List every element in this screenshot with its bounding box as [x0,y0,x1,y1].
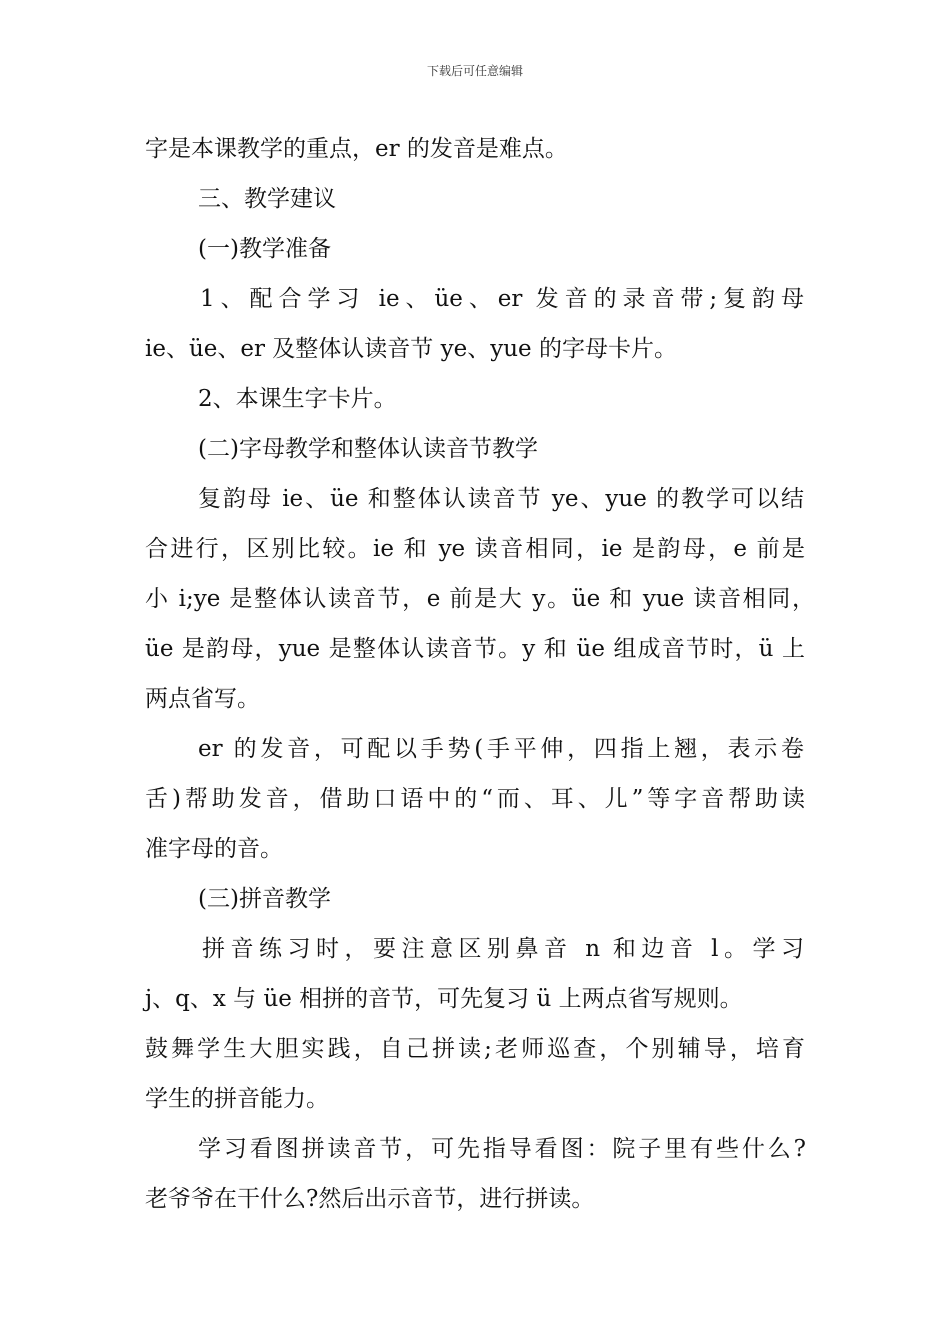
body-line: 字是本课教学的重点，er 的发音是难点。 [145,136,568,162]
body-line: 2、本课生字卡片。 [198,386,397,412]
body-line: 拼音练习时，要注意区别鼻音 n 和边音 l。学习 [202,936,804,962]
body-line: 合进行，区别比较。ie 和 ye 读音相同，ie 是韵母，e 前是 [145,536,805,562]
subsection-heading: (一)教学准备 [198,236,331,262]
body-line: 老爷爷在干什么?然后出示音节，进行拼读。 [145,1186,595,1212]
body-line: 1、配合学习 ie、üe、er 发音的录音带;复韵母 [200,286,804,312]
body-line: 准字母的音。 [145,836,283,862]
body-line: 小 i;ye 是整体认读音节，e 前是大 y。üe 和 yue 读音相同， [145,586,815,612]
body-line: 学习看图拼读音节，可先指导看图：院子里有些什么? [198,1136,806,1162]
section-heading: 三、教学建议 [198,186,336,212]
body-line: 鼓舞学生大胆实践，自己拼读;老师巡查，个别辅导，培育 [145,1036,805,1062]
body-line: 学生的拼音能力。 [145,1086,329,1112]
page-header: 下载后可任意编辑 [426,64,523,78]
body-line: 舌)帮助发音，借助口语中的“而、耳、儿”等字音帮助读 [145,786,805,812]
body-line: er 的发音，可配以手势(手平伸，四指上翘，表示卷 [198,736,804,762]
body-line: j、q、x 与 üe 相拼的音节，可先复习 ü 上两点省写规则。 [145,986,743,1012]
body-line: 两点省写。 [145,686,260,712]
body-line: ie、üe、er 及整体认读音节 ye、yue 的字母卡片。 [145,336,677,362]
subsection-heading: (二)字母教学和整体认读音节教学 [198,436,538,462]
body-line: üe 是韵母，yue 是整体认读音节。y 和 üe 组成音节时，ü 上 [145,636,805,662]
subsection-heading: (三)拼音教学 [198,886,331,912]
body-line: 复韵母 ie、üe 和整体认读音节 ye、yue 的教学可以结 [198,486,804,512]
